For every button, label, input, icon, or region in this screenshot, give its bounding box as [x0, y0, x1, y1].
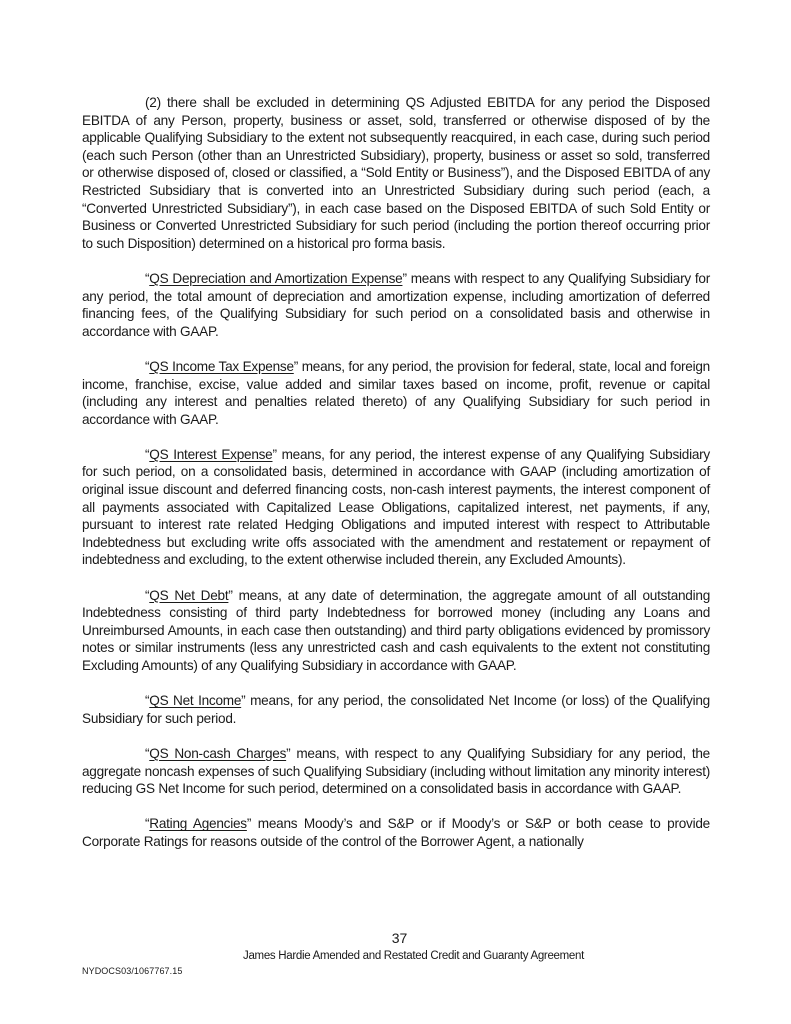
page-number — [0, 930, 791, 946]
open-quote: “ — [145, 745, 150, 761]
defined-term: QS Depreciation and Amortization Expense — [149, 270, 403, 286]
definition-text: ” means, at any date of determination, the aggregate amount of all outstanding Indebtedness consisting of third party Indebtedness for borrowed money (including any Loans and Unreimbursed Amounts, in each case then outstanding) and third party obligations evidenced by promissory notes or similar instruments (less any unrestricted cash and cash equivalents to the extent not constituting Excluding Amounts) of any Qualifying Subsidiary in accordance with GAAP. — [82, 587, 711, 673]
definition-text: ” means, for any period, the interest expense of any Qualifying Subsidiary for such period, on a consolidated basis, determined in accordance with GAAP (including amortization of original issue discount and deferred financing costs, non-cash interest payments, the interest component of all payments associated with Capitalized Lease Obligations, capitalized interest, net payments, if any, pursuant to interest rate related Hedging Obligations and imputed interest with respect to Attributable Indebtedness but excluding write offs associated with the amendment and restatement or repayment of indebtedness and excluding, to the extent otherwise included therein, any Excluded Amounts). — [82, 446, 710, 568]
definition-qs-net-debt — [82, 587, 710, 675]
definition-rating-agencies — [82, 815, 710, 850]
document-body — [82, 94, 710, 868]
definition-qs-interest-expense — [82, 446, 710, 569]
defined-term: QS Net Income — [149, 693, 242, 709]
paragraph-disposed-ebitda-exclusion — [82, 94, 710, 252]
open-quote: “ — [145, 587, 150, 603]
open-quote: “ — [145, 816, 150, 832]
open-quote: “ — [145, 270, 150, 286]
definition-text: ” means, with respect to any Qualifying Subsidiary for any period, the aggregate noncash expenses of such Qualifying Subsidiary (including without limitation any minority interest) reducing GS Net Income for such period, determined on a consolidated basis in accordance with GAAP. — [82, 745, 710, 797]
defined-term: QS Net Debt — [149, 587, 229, 603]
paragraph-text: (2) there shall be excluded in determining QS Adjusted EBITDA for any period the Disposed EBITDA of any Person, property, business or asset, sold, transferred or otherwise disposed of by the applicable Qualifying Subsidiary to the extent not subsequently reacquired, in each case, during such period (each such Person (other than an Unrestricted Subsidiary), property, business or asset so sold, transferred or otherwise disposed of, closed or classified, a “Sold Entity or Business”), and the Disposed EBITDA of any Restricted Subsidiary that is converted into an Unrestricted Subsidiary during such period (each, a “Converted Unrestricted Subsidiary”), in each case based on the Disposed EBITDA of such Sold Entity or Business or Converted Unrestricted Subsidiary for such period (including the portion thereof occurring prior to such Disposition) determined on a historical pro forma basis. — [82, 95, 710, 251]
definition-qs-net-income — [82, 692, 710, 727]
definition-text: ” means, for any period, the provision for federal, state, local and foreign income, franchise, excise, value added and similar taxes based on income, profit, revenue or capital (including any interest and penalties related thereto) of any Qualifying Subsidiary for such period in accordance with GAAP. — [82, 358, 710, 427]
defined-term: QS Income Tax Expense — [149, 358, 294, 374]
defined-term: Rating Agencies — [149, 816, 247, 832]
footer-document-id: NYDOCS03/1067767.15 — [82, 966, 183, 976]
defined-term: QS Interest Expense — [149, 446, 273, 462]
definition-qs-income-tax-expense — [82, 358, 710, 428]
definition-qs-depreciation-amortization-expense — [82, 270, 710, 340]
open-quote: “ — [145, 446, 150, 462]
footer-document-title: James Hardie Amended and Restated Credit and Guaranty Agreement — [243, 950, 585, 962]
definition-text: ” means, for any period, the consolidated Net Income (or loss) of the Qualifying Subsidiary for such period. — [82, 693, 710, 726]
open-quote: “ — [145, 693, 150, 709]
open-quote: “ — [145, 358, 150, 374]
definition-text: ” means with respect to any Qualifying Subsidiary for any period, the total amount of depreciation and amortization expense, including amortization of deferred financing fees, of the Qualifying Subsidiary for such period on a consolidated basis and otherwise in accordance with GAAP. — [82, 270, 710, 339]
definition-text: ” means Moody’s and S&P or if Moody’s or S&P or both cease to provide Corporate Ratings for reasons outside of the control of the Borrower Agent, a nationally — [82, 816, 710, 849]
page-number-text: 37 — [391, 930, 408, 946]
definition-qs-non-cash-charges — [82, 745, 710, 798]
defined-term: QS Non-cash Charges — [149, 745, 287, 761]
